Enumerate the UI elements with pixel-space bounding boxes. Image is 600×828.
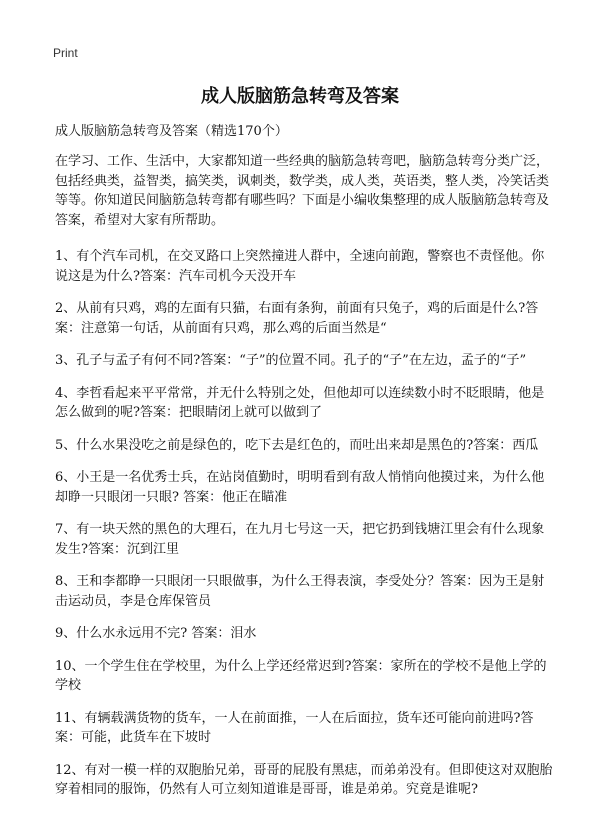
riddle-item-2: 2、从前有只鸡，鸡的左面有只猫，右面有条狗，前面有只兔子，鸡的后面是什么?答案：注意第一句话，从前面有只鸡，那么鸡的后面当然是“ [55,301,539,336]
riddle-item-11: 11、有辆载满货物的货车，一人在前面推，一人在后面拉，货车还可能向前进吗?答案：可能，此货车在下坡时 [55,710,534,745]
intro-paragraph: 在学习、工作、生活中，大家都知道一些经典的脑筋急转弯吧，脑筋急转弯分类广泛，包括经典类，益智类，搞笑类，讽刺类，数学类，成人类，英语类，整人类，冷笑话类等等。你知道民间脑筋急转弯都有哪些吗？下面是小编收集整理的成人版脑筋急转弯及答案，希望对大家有所帮助。 [55,154,550,228]
riddle-item-3: 3、孔子与孟子有何不同?答案：“子”的位置不同。孔子的“子”在左边，孟子的“子” [55,353,527,368]
riddle-item-7: 7、有一块天然的黑色的大理石，在九月七号这一天，把它扔到钱塘江里会有什么现象发生?答案：沉到江里 [55,522,545,557]
riddle-item-4: 4、李哲看起来平平常常，并无什么特别之处，但他却可以连续数小时不眨眼睛，他是怎么做到的呢?答案：把眼睛闭上就可以做到了 [55,385,545,420]
riddle-item-9: 9、什么水永远用不完? 答案：泪水 [55,626,257,641]
riddle-item-6: 6、小王是一名优秀士兵，在站岗值勤时，明明看到有敌人悄悄向他摸过来，为什么他却睁一只眼闭一只眼? 答案：他正在瞄准 [55,470,545,505]
riddle-item-5: 5、什么水果没吃之前是绿色的，吃下去是红色的，而吐出来却是黑色的?答案：西瓜 [55,437,539,453]
riddle-item-12: 12、有对一模一样的双胞胎兄弟，哥哥的屁股有黑痣，而弟弟没有。但即使这对双胞胎穿着相同的服饰，仍然有人可立刻知道谁是哥哥，谁是弟弟。究竟是谁呢? [55,762,553,797]
riddle-item-1: 1、有个汽车司机，在交叉路口上突然撞进人群中，全速向前跑，警察也不责怪他。你说这是为什么?答案：汽车司机今天没开车 [55,249,545,284]
riddle-item-10: 10、一个学生住在学校里，为什么上学还经常迟到?答案：家所在的学校不是他上学的学校 [55,658,547,693]
document-body [55,152,555,813]
print-label: Print [53,46,78,60]
page-subtitle: 成人版脑筋急转弯及答案（精选170个） [55,124,288,139]
riddle-item-8: 8、王和李都睁一只眼闭一只眼做事，为什么王得表演，李受处分？答案：因为王是射击运动员，李是仓库保管员 [55,574,545,609]
page-title: 成人版脑筋急转弯及答案 [201,86,399,107]
